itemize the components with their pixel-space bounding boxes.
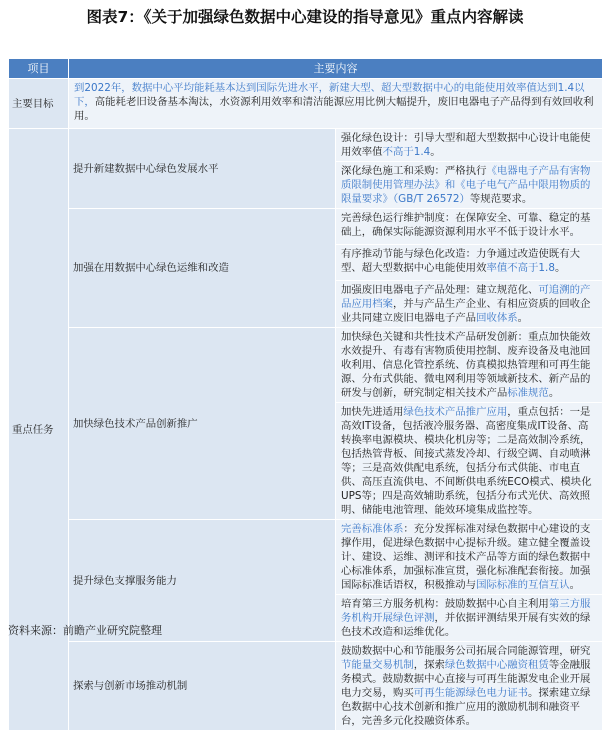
body-text: 。探索建立绿色数据中心技术创新和推广应用的激励机制和融资平台，完善多元化投融资体系。 [341,687,591,727]
body-text: 鼓励数据中心和节能服务公司拓展合同能源管理，研究 [341,645,591,657]
body-text: 等规范要求。 [469,193,533,205]
task-label-2: 加强在用数据中心绿色运维和改造 [69,209,336,328]
highlight-text: 率值不高于1.8 [486,262,555,274]
body-text: 。 [517,312,529,324]
table-row [9,209,603,245]
highlight-text: 到2022年，数据中心平均能耗基本达到国际先进水平，新建大型、超大型数据中心的电能使用效率值达到1.4以下， [74,82,585,108]
body-text: 有序推动节能与绿色化改造：力争通过改造使既有大型、超大型数据中心电能使用效 [341,248,580,274]
table-row [9,129,603,162]
task-2-b [336,245,603,281]
body-text: 。 [430,146,441,158]
task-3-b [336,403,603,520]
highlight-text: 可追溯的产品应用档案 [341,284,591,310]
highlight-text: 完善标准体系 [341,523,404,535]
body-text: 加快先进适用 [341,406,404,418]
header-content: 主要内容 [69,59,603,79]
task-label-5: 探索与创新市场推动机制 [69,642,336,731]
highlight-text: 可再生能源绿色电力证书 [413,687,529,699]
task-5-a [336,642,603,731]
body-text: ，并依据评测结果开展有实效的绿色技术改造和运维优化。 [341,612,591,638]
goal-content [69,79,603,129]
highlight-text: 国际标准的互信互认 [476,579,570,591]
table-header-row [9,59,603,79]
body-text: 。 [548,387,560,399]
row-label-tasks: 重点任务 [9,129,69,731]
body-text: 完善绿色运行维护制度：在保障安全、可靠、稳定的基础上，确保实际能源资源利用水平不低于设计水平。 [341,212,591,238]
highlight-text: 标准规范 [507,387,549,399]
highlight-text: 不高于1.4 [382,146,431,158]
body-text: ，探索 [413,659,445,671]
page-title: 图表7：《关于加强绿色数据中心建设的指导意见》重点内容解读 [86,8,524,26]
task-label-3: 加快绿色技术产品创新推广 [69,328,336,520]
table-row [9,328,603,403]
table-row [9,642,603,731]
body-text: 等金融服务模式。鼓励数据中心直接与可再生能源发电企业开展电力交易，购买 [341,659,591,699]
task-1-a [336,129,603,162]
highlight-text: 节能量交易机制 [341,659,414,671]
highlight-text: 绿色技术产品推广应用 [403,406,508,418]
task-4-a [336,520,603,595]
body-text: 高能耗老旧设备基本淘汰，水资源利用效率和清洁能源应用比例大幅提升，废旧电器电子产品得到有效回收利用。 [74,96,594,122]
body-text: 强化绿色设计：引导大型和超大型数据中心设计电能使用效率值 [341,132,591,158]
task-4-b [336,595,603,642]
body-text: 。 [569,579,580,591]
body-text: ：充分发挥标准对绿色数据中心建设的支撑作用，促进绿色数据中心提标升级。建立健全覆盖设计、建设、运维、测评和技术产品等方面的绿色数据中心标准体系，加强标准宣贯，强化标准配套衔接。加强国际标准话语权，积极推动与 [341,523,591,591]
highlight-text: 《电器电子产品有害物质限制使用管理办法》和《电子电气产品中限用物质的限量要求》（GB/T 26572） [341,165,591,205]
task-3-a [336,328,603,403]
body-text: 。 [554,262,566,274]
body-text: ，并与产品生产企业、有相应资质的回收企业共同建立废旧电器电子产品 [341,298,591,324]
task-2-a [336,209,603,245]
task-2-c [336,281,603,328]
source-note: 资料来源：前瞻产业研究院整理 [8,624,162,637]
task-label-4: 提升绿色支撑服务能力 [69,520,336,642]
body-text: 加快绿色关键和共性技术产品研发创新：重点加快能效水效提升、有毒有害物质使用控制、废弃设备及电池回收利用、信息化管控系统、仿真模拟热管理和可再生能源、分布式供能、微电网利用等领域新技术、新产品的研发与创新，研究制定相关技术产品 [341,331,591,399]
body-text: 加强废旧电器电子产品处理：建立规范化、 [341,284,539,296]
highlight-text: 绿色数据中心融资租赁 [444,659,549,671]
row-label-goal: 主要目标 [9,79,69,129]
table-row-goal [9,79,603,129]
task-1-b [336,162,603,209]
body-text: ，重点包括：一是高效IT设备，包括液冷服务器、高密度集成IT设备、高转换率电源模块、模块化机房等；二是高效制冷系统，包括热管背板、间接式蒸发冷却、行级空调、自动喷淋等；三是高效供配电系统，包括分布式供能、市电直供、高压直流供电、不间断供电系统ECO模式、模块化UPS等；四是高效辅助系统，包括分布式光伏、高效照明、储能电池管理、能效环境集成监控等。 [341,406,592,516]
task-label-1: 提升新建数据中心绿色发展水平 [69,129,336,209]
header-item: 项目 [9,59,69,79]
table-row [9,520,603,595]
highlight-text: 第三方服务机构开展绿色评测 [341,598,591,624]
highlight-text: 回收体系 [476,312,518,324]
body-text: 深化绿色施工和采购：严格执行 [341,165,487,177]
body-text: 培育第三方服务机构：鼓励数据中心自主利用 [341,598,549,610]
